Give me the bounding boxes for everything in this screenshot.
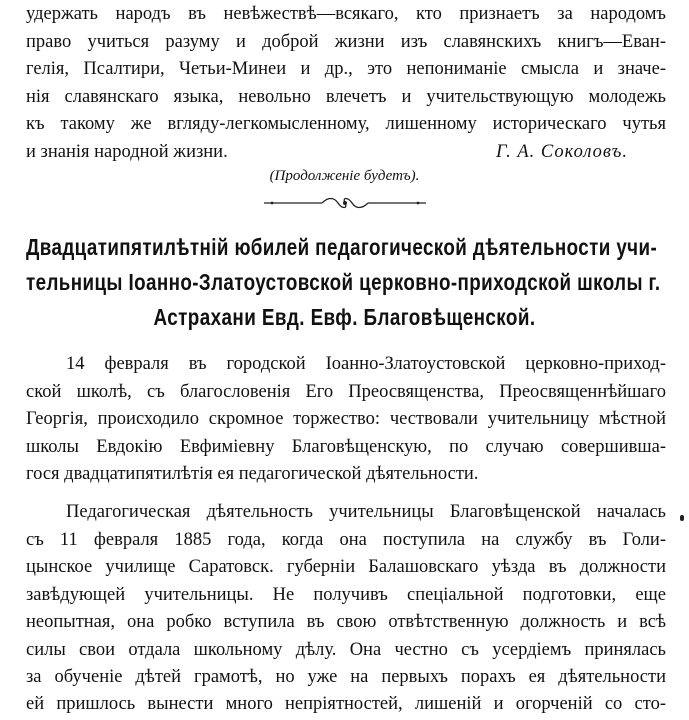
article-title-line: Двадцатипятилѣтній юбилей педагогической дѣятельности учи- <box>26 234 658 260</box>
text-line: Георгія, происходило скромное торжество: чествовали учительницу мѣстной <box>26 409 666 429</box>
text-line: гося двадцатипятилѣтія ея педагогической дѣятельности. <box>26 464 479 484</box>
article-title-line: тельницы Іоанно-Златоустовской церковно-приходской школы г. <box>26 269 661 295</box>
decorative-divider-icon <box>262 196 428 210</box>
text-line: силы свои отдала школьному дѣлу. Она честно съ усердіемъ принялась <box>26 640 666 660</box>
text-line: ей пришлось вынести много непріятностей, лишеній и огорченій со сто- <box>26 694 666 714</box>
text-line: гелія, Псалтири, Четьи-Минеи и др., это непониманіе смысла и значе- <box>26 59 666 79</box>
text-line: цынское училище Саратовск. губерніи Балашовскаго уѣзда въ должности <box>26 557 666 577</box>
text-line: завѣдующей учительницы. Не получивъ спеціальной подготовки, еще <box>26 585 666 605</box>
text-line: за обученіе дѣтей грамотѣ, но уже на первыхъ порахъ ея дѣятельности <box>26 667 666 687</box>
print-speck <box>680 515 684 521</box>
text-line: съ 11 февраля 1885 года, когда она поступила на службу въ Голи- <box>26 530 666 550</box>
author-signature: Г. А. Соколовъ. <box>496 142 628 162</box>
text-line: ской школѣ, съ благословенія Его Преосвященства, Преосвященнѣйшаго <box>26 382 666 402</box>
text-line: Педагогическая дѣятельность учительницы Благовѣщенской началась <box>66 502 666 522</box>
article-title-line: Астрахани Евд. Евф. Благовѣщенской. <box>153 304 536 330</box>
text-line: нія славянскаго языка, невольно влечетъ и учительствующую молодежь <box>26 87 666 107</box>
continuation-note: (Продолженіе будетъ). <box>269 168 420 184</box>
text-line: удержать народъ въ невѣжествѣ—всякаго, кто признаетъ за народомъ <box>26 4 666 24</box>
text-line: право учиться разуму и доброй жизни изъ славянскихъ книгъ—Еван- <box>26 32 666 52</box>
text-line: 14 февраля въ городской Іоанно-Златоустовской церковно-приход- <box>66 354 666 374</box>
text-line: и знанія народной жизни. <box>26 142 228 162</box>
text-line: неопытная, она робко вступила въ свою отвѣтственную должность и всѣ <box>26 612 666 632</box>
text-line: школы Евдокію Евфиміевну Благовѣщенскую, по случаю совершившa- <box>26 437 666 457</box>
text-line: къ такому же вгляду-легкомысленному, лишенному историческаго чутья <box>26 114 666 134</box>
